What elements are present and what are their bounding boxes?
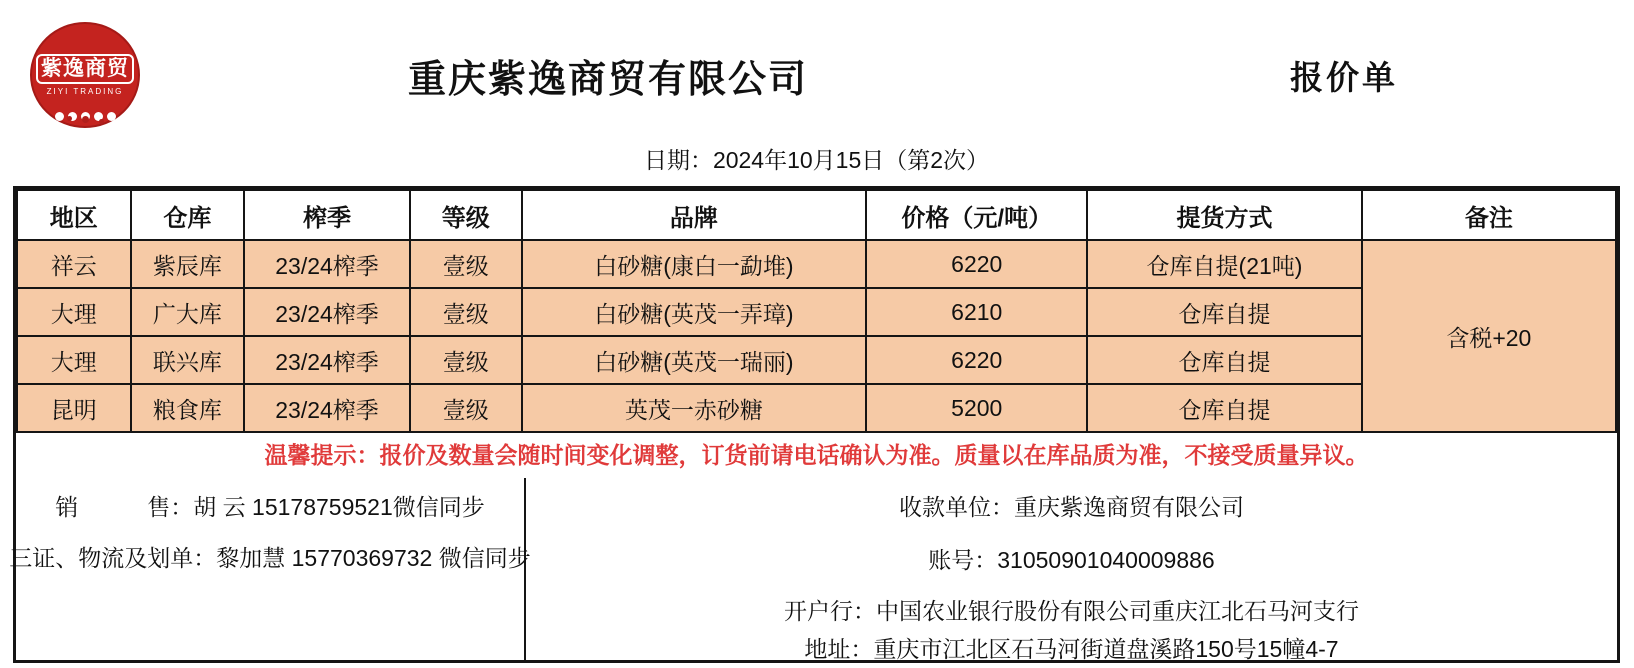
cell-grade: 壹级 (410, 288, 522, 336)
payee-line: 收款单位：重庆紫逸商贸有限公司 (899, 494, 1244, 520)
cell-season: 23/24榨季 (244, 336, 410, 384)
payment-panel (526, 478, 1617, 660)
quotation-sheet (9, 186, 1620, 663)
cell-pickup: 仓库自提(21吨) (1087, 240, 1361, 288)
table-row (17, 240, 1616, 288)
cell-warehouse: 紫辰库 (131, 240, 245, 288)
column-header-region: 地区 (17, 190, 131, 240)
footer-info (9, 478, 1617, 662)
cell-brand: 英茂一赤砂糖 (522, 384, 867, 432)
cell-warehouse: 粮食库 (131, 384, 245, 432)
cell-brand: 白砂糖(康白一勐堆) (522, 240, 867, 288)
cell-price: 6210 (866, 288, 1087, 336)
company-title: 重庆紫逸商贸有限公司 (408, 59, 809, 101)
cell-price: 5200 (866, 384, 1087, 432)
cell-region: 昆明 (17, 384, 131, 432)
logistics-contact-line: 三证、物流及划单：黎加慧 15770369732 微信同步 (9, 545, 531, 571)
company-logo (30, 22, 140, 128)
cell-price: 6220 (866, 240, 1087, 288)
date-line: 日期：2024年10月15日（第2次） (643, 147, 990, 173)
document-title: 报价单 (1290, 59, 1398, 96)
quotation-table (16, 189, 1617, 433)
cell-season: 23/24榨季 (244, 240, 410, 288)
address-line: 地址：重庆市江北区石马河街道盘溪路150号15幢4-7 (804, 636, 1339, 662)
cell-region: 祥云 (17, 240, 131, 288)
logo-en-text: ZIYI TRADING (46, 86, 124, 96)
cell-brand: 白砂糖(英茂一弄璋) (522, 288, 867, 336)
account-line: 账号：31050901040009886 (928, 547, 1215, 573)
bank-line: 开户行：中国农业银行股份有限公司重庆江北石马河支行 (784, 598, 1359, 624)
logo-cn-text: 紫逸商贸 (36, 54, 134, 83)
sales-contact-line: 销 售：胡 云 15178759521微信同步 (55, 494, 485, 520)
column-header-season: 榨季 (244, 190, 410, 240)
cell-remark-merged: 含税+20 (1362, 240, 1616, 432)
cell-warehouse: 联兴库 (131, 336, 245, 384)
cell-pickup: 仓库自提 (1087, 384, 1361, 432)
column-header-grade: 等级 (410, 190, 522, 240)
notice-text: 温馨提示：报价及数量会随时间变化调整，订货前请电话确认为准。质量以在库品质为准，不接受质量异议。 (16, 433, 1617, 478)
cell-brand: 白砂糖(英茂一瑞丽) (522, 336, 867, 384)
logo-sub-dots (32, 116, 138, 134)
column-header-pickup: 提货方式 (1087, 190, 1361, 240)
column-header-warehouse: 仓库 (131, 190, 245, 240)
cell-price: 6220 (866, 336, 1087, 384)
cell-warehouse: 广大库 (131, 288, 245, 336)
cell-season: 23/24榨季 (244, 288, 410, 336)
contact-panel (9, 478, 531, 660)
cell-pickup: 仓库自提 (1087, 336, 1361, 384)
column-header-price: 价格（元/吨） (866, 190, 1087, 240)
cell-grade: 壹级 (410, 336, 522, 384)
table-header-row (17, 190, 1616, 240)
cell-grade: 壹级 (410, 240, 522, 288)
column-header-brand: 品牌 (522, 190, 867, 240)
column-header-remark: 备注 (1362, 190, 1616, 240)
cell-pickup: 仓库自提 (1087, 288, 1361, 336)
cell-region: 大理 (17, 336, 131, 384)
cell-region: 大理 (17, 288, 131, 336)
cell-grade: 壹级 (410, 384, 522, 432)
cell-season: 23/24榨季 (244, 384, 410, 432)
